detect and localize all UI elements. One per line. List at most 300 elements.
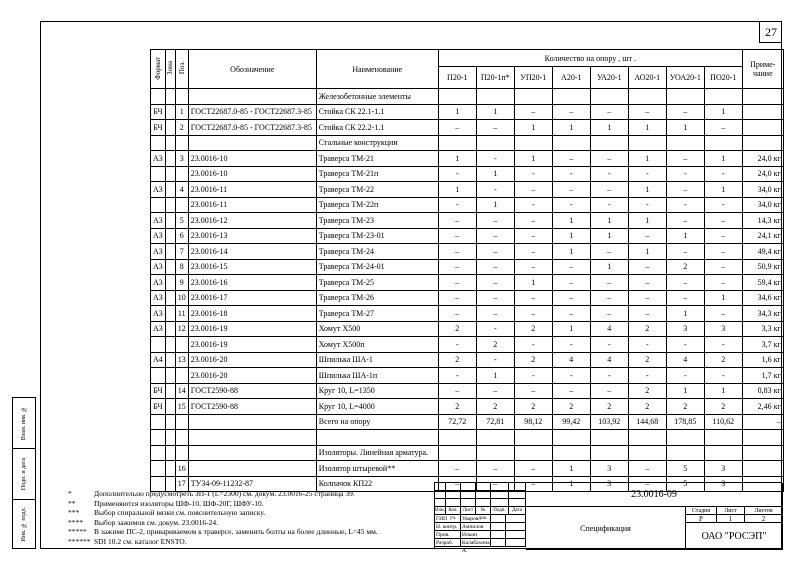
side-stamp-cell: Подп. и дата xyxy=(12,448,36,500)
cell-name: Траверса ТМ-24-01 xyxy=(316,259,438,275)
cell-designation: ТУ34-09-11232-87 xyxy=(188,476,316,492)
cell-name: Стойка СК 22.2-1.1 xyxy=(316,120,438,136)
stamp-grid-cell xyxy=(509,483,526,491)
note-mark: *** xyxy=(68,508,80,517)
cell-pos: 4 xyxy=(175,182,188,198)
cell-qty: - xyxy=(476,151,514,167)
cell-qty: – xyxy=(590,383,628,399)
cell-pos xyxy=(175,166,188,182)
table-row xyxy=(151,244,784,260)
cell-pos: 5 xyxy=(175,213,188,229)
cell-qty: – xyxy=(704,259,742,275)
empty-cell xyxy=(151,135,166,151)
cell-designation xyxy=(188,414,316,430)
note-mark: ** xyxy=(68,498,76,508)
cell-pos: 17 xyxy=(175,476,188,492)
stamp-grid-cell xyxy=(446,499,461,507)
cell-pos xyxy=(175,337,188,353)
cell-format: А3 xyxy=(151,182,166,198)
table-row xyxy=(151,461,784,477)
table-row xyxy=(151,135,784,151)
cell-qty: – xyxy=(476,383,514,399)
empty-cell xyxy=(476,430,514,446)
cell-qty: 1 xyxy=(590,120,628,136)
cell-qty: – xyxy=(666,244,704,260)
sheet-label: Лист xyxy=(717,507,745,515)
empty-cell xyxy=(514,445,552,461)
cell-name: Хомут Х500 xyxy=(316,321,438,337)
sheets-value: 2 xyxy=(745,515,783,523)
cell-qty: - xyxy=(514,368,552,384)
cell-qty: – xyxy=(476,244,514,260)
cell-qty: 2 xyxy=(438,321,476,337)
cell-qty: 144,68 xyxy=(628,414,666,430)
cell-qty: - xyxy=(590,197,628,213)
table-row xyxy=(151,321,784,337)
cell-qty: 2 xyxy=(476,399,514,415)
stamp-role: ГИП xyxy=(435,515,461,523)
cell-qty: – xyxy=(590,182,628,198)
cell-qty: 4 xyxy=(552,352,590,368)
cell-qty: – xyxy=(666,213,704,229)
note-text: Выбор спиральной вязки см. пояснительную записку. xyxy=(94,508,266,517)
table-row xyxy=(151,120,784,136)
cell-designation: 23.0016-16 xyxy=(188,275,316,291)
empty-cell xyxy=(742,135,783,151)
cell-qty: 1 xyxy=(514,275,552,291)
note-line xyxy=(68,489,378,499)
header-format: Формат xyxy=(151,50,166,89)
empty-cell xyxy=(151,89,166,105)
cell-qty: 2 xyxy=(666,399,704,415)
sheet-value: 1 xyxy=(717,515,745,523)
cell-note: 0,83 кг xyxy=(742,383,783,399)
cell-qty: – xyxy=(666,275,704,291)
organization: ОАО "РОСЭП" xyxy=(686,523,783,550)
cell-qty: 1 xyxy=(628,182,666,198)
cell-qty: – xyxy=(628,228,666,244)
cell-zone xyxy=(165,321,175,337)
cell-qty: - xyxy=(438,166,476,182)
cell-zone xyxy=(165,383,175,399)
cell-qty: – xyxy=(476,461,514,477)
cell-qty: 1 xyxy=(476,368,514,384)
cell-format: БЧ xyxy=(151,399,166,415)
cell-qty: 1 xyxy=(552,213,590,229)
cell-qty: 1 xyxy=(476,104,514,120)
cell-qty: – xyxy=(476,306,514,322)
cell-zone xyxy=(165,120,175,136)
stamp-grid-cell xyxy=(461,491,476,499)
cell-qty: 1 xyxy=(628,244,666,260)
cell-qty: – xyxy=(476,259,514,275)
cell-pos: 2 xyxy=(175,120,188,136)
cell-designation: 23.0016-20 xyxy=(188,368,316,384)
cell-qty: – xyxy=(704,306,742,322)
cell-qty: – xyxy=(476,275,514,291)
stamp-signature xyxy=(491,539,506,547)
table-row xyxy=(151,430,784,446)
cell-pos: 9 xyxy=(175,275,188,291)
header-support: УП20-1 xyxy=(514,67,552,89)
cell-qty: 2 xyxy=(704,352,742,368)
cell-qty: – xyxy=(438,120,476,136)
table-row xyxy=(151,399,784,415)
cell-qty: 5 xyxy=(666,461,704,477)
cell-qty: 1 xyxy=(666,306,704,322)
cell-name: Траверса ТМ-22п xyxy=(316,197,438,213)
cell-qty: - xyxy=(438,337,476,353)
stamp-grid-cell xyxy=(446,483,461,491)
header-pos: Поз. xyxy=(175,50,188,89)
note-mark: * xyxy=(68,489,72,498)
cell-qty: 1 xyxy=(590,213,628,229)
cell-zone xyxy=(165,228,175,244)
stamp-date xyxy=(506,515,526,523)
side-stamp-cell: Инв. № подл. xyxy=(12,499,36,549)
cell-designation: 23.0016-10 xyxy=(188,151,316,167)
cell-qty: 98,12 xyxy=(514,414,552,430)
cell-qty: - xyxy=(628,197,666,213)
page-number: 27 xyxy=(759,21,782,43)
cell-qty: 1 xyxy=(590,259,628,275)
cell-zone xyxy=(165,213,175,229)
cell-qty: - xyxy=(438,197,476,213)
header-qty-title: Количество на опору , шт . xyxy=(438,50,742,67)
cell-qty: – xyxy=(628,259,666,275)
cell-qty: – xyxy=(438,228,476,244)
cell-note: 24,0 кг xyxy=(742,151,783,167)
cell-qty: - xyxy=(552,337,590,353)
stamp-col-label: Дата xyxy=(509,507,526,515)
stamp-col-label: Кол. уч. xyxy=(446,507,461,515)
cell-name: Круг 10, L=4000 xyxy=(316,399,438,415)
table-row xyxy=(151,383,784,399)
cell-qty: – xyxy=(514,104,552,120)
table-row xyxy=(151,414,784,430)
empty-cell xyxy=(628,135,666,151)
stage-value: Р xyxy=(686,515,717,523)
cell-qty: – xyxy=(476,476,514,492)
cell-name: Траверса ТМ-26 xyxy=(316,290,438,306)
cell-zone xyxy=(165,461,175,477)
cell-qty: 3 xyxy=(590,461,628,477)
cell-qty: 2 xyxy=(704,399,742,415)
cell-qty: – xyxy=(704,244,742,260)
cell-qty: 2 xyxy=(476,337,514,353)
cell-qty: – xyxy=(628,290,666,306)
cell-format: А3 xyxy=(151,244,166,260)
cell-qty: - xyxy=(552,166,590,182)
cell-qty: – xyxy=(590,151,628,167)
cell-pos: 11 xyxy=(175,306,188,322)
notes xyxy=(68,489,378,546)
cell-designation: 23.0016-17 xyxy=(188,290,316,306)
stamp-grid-cell xyxy=(509,499,526,507)
cell-qty: – xyxy=(628,461,666,477)
empty-cell xyxy=(438,89,476,105)
note-mark: **** xyxy=(68,517,83,527)
cell-format: А3 xyxy=(151,213,166,229)
cell-note: 34,3 кг xyxy=(742,306,783,322)
cell-qty: – xyxy=(666,182,704,198)
empty-cell xyxy=(175,445,188,461)
cell-qty: - xyxy=(666,197,704,213)
cell-name: Траверса ТМ-21 xyxy=(316,151,438,167)
header-name: Наименование xyxy=(316,50,438,89)
cell-format xyxy=(151,166,166,182)
note-text: В зажиме ПС-2, привариваемом к траверсе, заменить болты на более длинные, L=45 мм. xyxy=(94,527,378,536)
stamp-grid-cell xyxy=(461,499,476,507)
cell-qty: – xyxy=(476,228,514,244)
cell-pos xyxy=(175,197,188,213)
cell-qty: 110,62 xyxy=(704,414,742,430)
cell-format: А4 xyxy=(151,352,166,368)
stamp-grid-cell xyxy=(476,483,491,491)
cell-qty: - xyxy=(666,337,704,353)
cell-qty: 178,85 xyxy=(666,414,704,430)
cell-name: Хомут Х500п xyxy=(316,337,438,353)
cell-qty: – xyxy=(438,461,476,477)
cell-qty: - xyxy=(476,352,514,368)
empty-cell xyxy=(165,430,175,446)
side-stamp xyxy=(12,397,36,549)
cell-qty: 1 xyxy=(590,228,628,244)
empty-cell xyxy=(188,89,316,105)
cell-zone xyxy=(165,368,175,384)
cell-qty: 2 xyxy=(628,399,666,415)
cell-qty: 1 xyxy=(438,182,476,198)
stamp-grid-cell xyxy=(491,491,509,499)
cell-format xyxy=(151,414,166,430)
table-row xyxy=(151,445,784,461)
cell-qty: 4 xyxy=(590,321,628,337)
cell-format: А3 xyxy=(151,228,166,244)
cell-qty: – xyxy=(514,244,552,260)
cell-pos: 8 xyxy=(175,259,188,275)
cell-designation: ГОСТ22687.0-85 - ГОСТ22687.3-85 xyxy=(188,120,316,136)
cell-designation: 23.0016-20 xyxy=(188,352,316,368)
note-text: Выбор зажимов см. докум. 23.0016-24. xyxy=(94,517,218,527)
empty-cell xyxy=(175,135,188,151)
cell-name: Траверса ТМ-22 xyxy=(316,182,438,198)
stamp-date xyxy=(506,539,526,547)
cell-qty: 1 xyxy=(438,104,476,120)
cell-qty: 2 xyxy=(438,352,476,368)
cell-qty: - xyxy=(628,337,666,353)
cell-qty: – xyxy=(438,476,476,492)
cell-note: 24,0 кг xyxy=(742,166,783,182)
empty-cell xyxy=(476,89,514,105)
cell-note: 1,6 кг xyxy=(742,352,783,368)
cell-qty: 1 xyxy=(552,228,590,244)
cell-designation xyxy=(188,461,316,477)
cell-note: 14,3 кг xyxy=(742,213,783,229)
cell-qty: - xyxy=(552,197,590,213)
cell-qty: 1 xyxy=(704,290,742,306)
cell-pos: 6 xyxy=(175,228,188,244)
cell-note: 50,9 кг xyxy=(742,259,783,275)
cell-qty: – xyxy=(628,275,666,291)
empty-cell xyxy=(165,89,175,105)
cell-qty: 2 xyxy=(514,352,552,368)
cell-name: Траверса ТМ-24 xyxy=(316,244,438,260)
cell-note: 24,1 кг xyxy=(742,228,783,244)
cell-qty: – xyxy=(476,213,514,229)
empty-cell xyxy=(666,430,704,446)
cell-name: Стойка СК 22.1-1.1 xyxy=(316,104,438,120)
stamp-grid-cell xyxy=(461,483,476,491)
cell-zone xyxy=(165,104,175,120)
table-row xyxy=(151,337,784,353)
cell-qty: 72,81 xyxy=(476,414,514,430)
stamp-grid-cell xyxy=(435,491,446,499)
note-line xyxy=(68,518,378,528)
cell-qty: 3 xyxy=(590,476,628,492)
cell-note: 34,6 кг xyxy=(742,290,783,306)
note-line xyxy=(68,499,378,509)
cell-note: 59,4 кг xyxy=(742,275,783,291)
empty-cell xyxy=(666,445,704,461)
table-row xyxy=(151,306,784,322)
cell-format xyxy=(151,461,166,477)
cell-qty: – xyxy=(514,259,552,275)
cell-qty: – xyxy=(590,244,628,260)
empty-cell xyxy=(742,89,783,105)
cell-name: Шпилька ША-1 xyxy=(316,352,438,368)
header-support: АО20-1 xyxy=(628,67,666,89)
cell-qty: – xyxy=(628,306,666,322)
cell-qty: – xyxy=(476,120,514,136)
cell-qty: 1 xyxy=(704,182,742,198)
cell-qty: – xyxy=(628,104,666,120)
cell-qty: – xyxy=(438,383,476,399)
cell-qty: – xyxy=(514,476,552,492)
cell-qty: 2 xyxy=(628,383,666,399)
cell-name: Изолятор штыревой** xyxy=(316,461,438,477)
cell-qty: 2 xyxy=(438,399,476,415)
cell-name: Траверса ТМ-23-01 xyxy=(316,228,438,244)
cell-qty: 2 xyxy=(628,321,666,337)
table-row xyxy=(151,368,784,384)
cell-qty: – xyxy=(590,104,628,120)
stamp-col-label: Подп. xyxy=(491,507,509,515)
cell-qty: 3 xyxy=(704,476,742,492)
cell-qty: 1 xyxy=(666,383,704,399)
empty-cell xyxy=(704,445,742,461)
cell-qty: – xyxy=(514,228,552,244)
cell-qty: 1 xyxy=(438,151,476,167)
stamp-grid-cell xyxy=(476,499,491,507)
cell-zone xyxy=(165,337,175,353)
cell-qty: - xyxy=(704,197,742,213)
cell-zone xyxy=(165,352,175,368)
doc-number: 23.0016-09 xyxy=(526,483,783,507)
cell-qty: – xyxy=(438,306,476,322)
note-text: Дополнительно предусмотреть ЗП-1 (L=2300) см. докум. 23.0016-25 страница 39. xyxy=(94,489,355,498)
stamp-grid-cell xyxy=(435,483,446,491)
note-mark: ***** xyxy=(68,527,87,536)
cell-designation: 23.0016-13 xyxy=(188,228,316,244)
cell-zone xyxy=(165,244,175,260)
section-title: Стальные конструкции xyxy=(316,135,438,151)
cell-qty: – xyxy=(552,383,590,399)
stamp-name: Ильин xyxy=(461,531,491,539)
empty-cell xyxy=(628,430,666,446)
cell-name: Траверса ТМ-21п xyxy=(316,166,438,182)
empty-cell xyxy=(438,430,476,446)
table-row xyxy=(151,166,784,182)
stamp-date xyxy=(506,531,526,539)
cell-designation: 23.0016-12 xyxy=(188,213,316,229)
cell-qty: - xyxy=(704,337,742,353)
cell-qty: - xyxy=(666,166,704,182)
stamp-role: Н. контр. xyxy=(435,523,461,531)
cell-zone xyxy=(165,259,175,275)
stamp-date xyxy=(506,523,526,531)
cell-pos xyxy=(175,414,188,430)
cell-qty: – xyxy=(552,259,590,275)
cell-qty: - xyxy=(552,368,590,384)
cell-qty: 2 xyxy=(514,399,552,415)
cell-qty: 1 xyxy=(704,383,742,399)
side-stamp-cell: Взам. инв. № xyxy=(12,397,36,449)
stamp-grid-cell xyxy=(476,491,491,499)
cell-zone xyxy=(165,166,175,182)
stamp-grid-cell xyxy=(435,499,446,507)
empty-cell xyxy=(590,445,628,461)
stamp-role: Пров. xyxy=(435,531,461,539)
cell-qty: – xyxy=(552,275,590,291)
stamp-signature xyxy=(491,515,506,523)
table-row xyxy=(151,182,784,198)
cell-qty: - xyxy=(628,166,666,182)
empty-cell xyxy=(151,445,166,461)
cell-designation: ГОСТ22687.0-85 - ГОСТ22687.3-85 xyxy=(188,104,316,120)
cell-designation: 23.0016-19 xyxy=(188,337,316,353)
header-support: УА20-1 xyxy=(590,67,628,89)
cell-qty: – xyxy=(514,461,552,477)
stamp-col-label: Лист xyxy=(461,507,476,515)
cell-qty: - xyxy=(590,166,628,182)
cell-note: 1,7 кг xyxy=(742,368,783,384)
cell-qty: 4 xyxy=(666,352,704,368)
cell-qty: – xyxy=(438,290,476,306)
header-note: Приме-чание xyxy=(742,50,783,89)
empty-cell xyxy=(704,430,742,446)
cell-qty: 1 xyxy=(514,120,552,136)
table-row xyxy=(151,259,784,275)
cell-format: А3 xyxy=(151,259,166,275)
cell-pos: 15 xyxy=(175,399,188,415)
cell-qty: – xyxy=(552,151,590,167)
header-support: А20-1 xyxy=(552,67,590,89)
note-line xyxy=(68,527,378,537)
cell-qty: 3 xyxy=(666,321,704,337)
cell-note xyxy=(742,461,783,477)
cell-name: Траверса ТМ-27 xyxy=(316,306,438,322)
stamp-grid-cell xyxy=(446,491,461,499)
empty-cell xyxy=(628,89,666,105)
cell-designation: 23.0016-10 xyxy=(188,166,316,182)
empty-cell xyxy=(666,135,704,151)
cell-qty: – xyxy=(514,383,552,399)
empty-cell xyxy=(151,430,166,446)
note-mark: ****** xyxy=(68,536,91,546)
cell-qty: – xyxy=(514,213,552,229)
empty-cell xyxy=(175,89,188,105)
cell-name: Шпилька ША-1п xyxy=(316,368,438,384)
